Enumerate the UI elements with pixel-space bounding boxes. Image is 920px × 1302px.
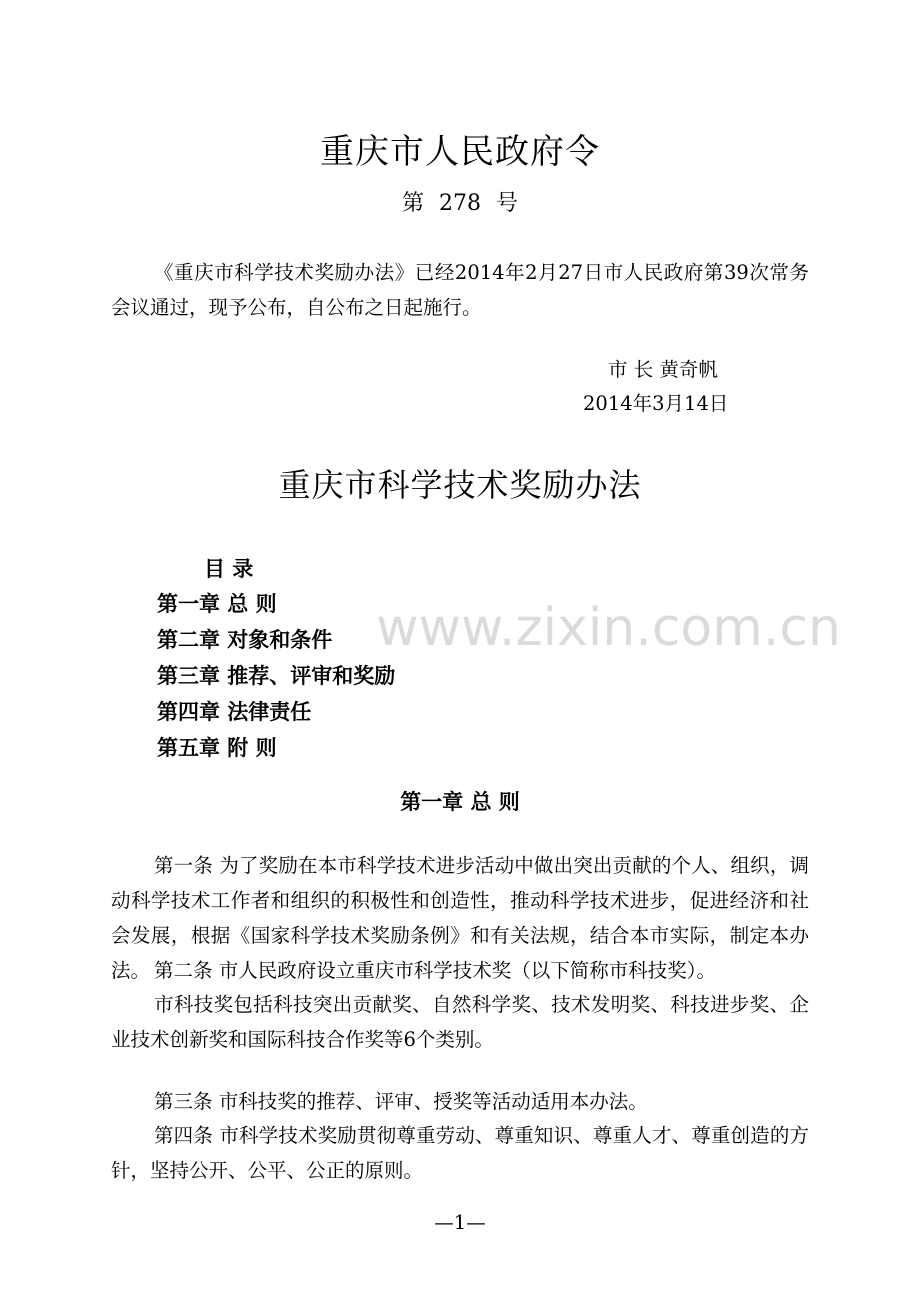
toc-item-chapter-2: 第二章 对象和条件 xyxy=(157,628,333,652)
site-watermark xyxy=(376,598,841,658)
decree-date: 2014年3月14日 xyxy=(583,392,729,415)
promulgation-paragraph: 《重庆市科学技术奖励办法》已经2014年2月27日市人民政府第39次常务会议通过，现予公布，自公布之日起施行。 xyxy=(111,261,809,319)
toc-heading: 目 录 xyxy=(204,557,254,581)
table-of-contents xyxy=(157,586,395,766)
toc-item-chapter-4: 第四章 法律责任 xyxy=(157,700,312,724)
page-number: —1— xyxy=(434,1211,486,1234)
article-1: 第一条 为了奖励在本市科学技术进步活动中做出突出贡献的个人、组织，调动科学技术工作者和组织的积极性和创造性，推动科学技术进步，促进经济和社会发展，根据《国家科学技术奖励条例》和有关法规，结合本市实际，制定本办法。 xyxy=(111,854,809,982)
decree-title: 重庆市人民政府令 xyxy=(320,132,600,172)
measures-title: 重庆市科学技术奖励办法 xyxy=(278,466,642,504)
article-3: 第三条 市科技奖的推荐、评审、授奖等活动适用本办法。 xyxy=(154,1090,648,1113)
toc-item-chapter-1: 第一章 总 则 xyxy=(157,592,277,616)
mayor-signature: 市 长 黄奇帆 xyxy=(608,358,718,381)
article-2-continued: 市科技奖包括科技突出贡献奖、自然科学奖、技术发明奖、科技进步奖、企业技术创新奖和国际科技合作奖等6个类别。 xyxy=(111,993,809,1051)
toc-item-chapter-3: 第三章 推荐、评审和奖励 xyxy=(157,664,396,688)
toc-item-chapter-5: 第五章 附 则 xyxy=(157,736,277,760)
article-2: 第二条 市人民政府设立重庆市科学技术奖（以下简称市科技奖）。 xyxy=(154,959,716,982)
chapter-1-heading: 第一章 总 则 xyxy=(400,790,520,814)
decree-number: 第 278 号 xyxy=(402,191,518,216)
watermark-text: www.zixin.com.cn xyxy=(376,598,841,658)
article-4: 第四条 市科学技术奖励贯彻尊重劳动、尊重知识、尊重人才、尊重创造的方针，坚持公开、公平、公正的原则。 xyxy=(111,1124,809,1182)
